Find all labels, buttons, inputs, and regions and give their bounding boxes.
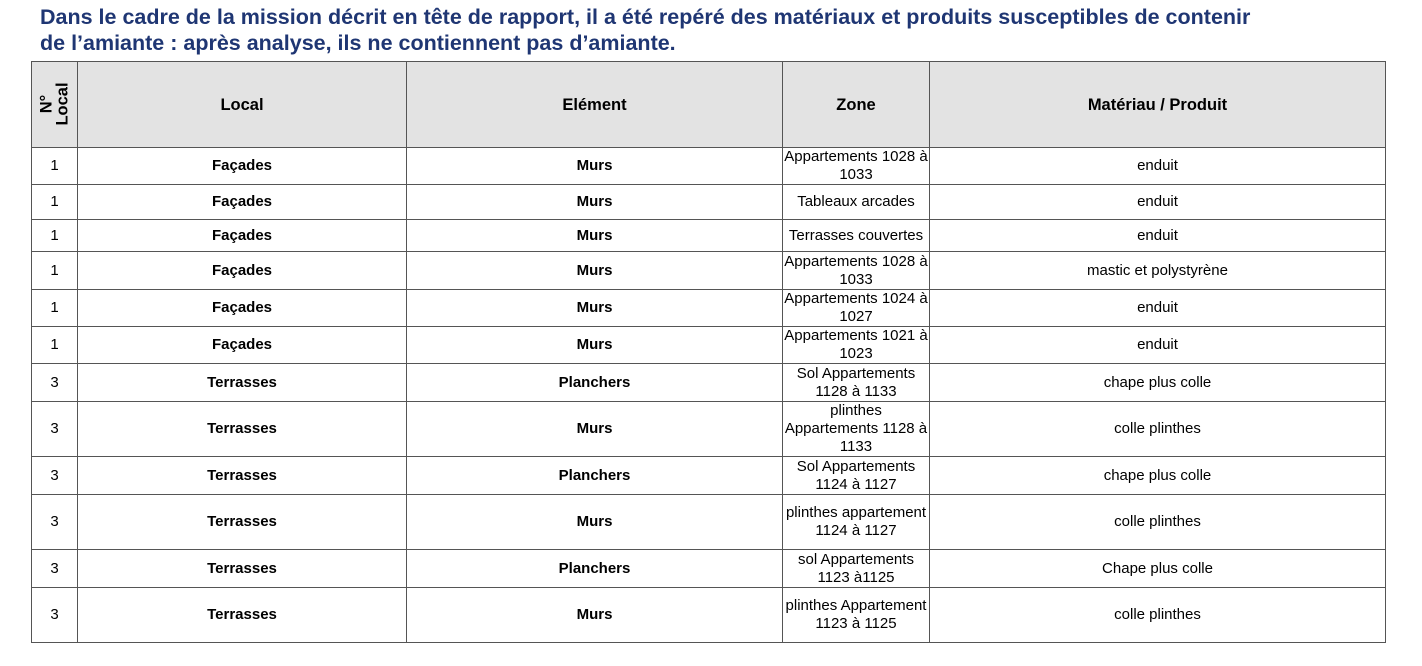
cell-element: Murs [407,148,783,185]
report-heading [40,4,1400,56]
header-num-local [32,62,78,148]
cell-local: Façades [78,185,407,220]
table-row [32,402,1386,457]
cell-local: Façades [78,252,407,290]
cell-element: Planchers [407,364,783,402]
cell-materiau: mastic et polystyrène [930,252,1386,290]
cell-element: Murs [407,290,783,327]
cell-element: Murs [407,252,783,290]
cell-element: Murs [407,220,783,252]
cell-local: Terrasses [78,550,407,588]
cell-local: Façades [78,327,407,364]
cell-element: Planchers [407,457,783,495]
cell-num: 1 [32,185,78,220]
cell-num: 3 [32,402,78,457]
cell-local: Façades [78,148,407,185]
cell-zone: sol Appartements 1123 à1125 [783,550,930,588]
table-row [32,457,1386,495]
cell-materiau: colle plinthes [930,402,1386,457]
cell-element: Planchers [407,550,783,588]
header-num-local-line-2: Local [53,82,72,126]
cell-materiau: enduit [930,185,1386,220]
table-row [32,252,1386,290]
cell-zone: Sol Appartements 1124 à 1127 [783,457,930,495]
cell-element: Murs [407,402,783,457]
cell-zone: Appartements 1028 à 1033 [784,148,928,183]
header-materiau: Matériau / Produit [930,62,1386,148]
cell-local: Terrasses [78,402,407,457]
cell-zone: Tableaux arcades [783,185,930,220]
cell-materiau: enduit [930,290,1386,327]
cell-element: Murs [407,588,783,643]
table-row [32,364,1386,402]
cell-num: 1 [32,252,78,290]
table-header-row [32,62,1386,148]
cell-local: Façades [78,290,407,327]
table-row [32,220,1386,252]
header-num-local-line-1: N° [37,94,56,114]
cell-num: 3 [32,588,78,643]
cell-zone: Appartements 1021 à 1023 [784,327,928,362]
cell-num: 3 [32,495,78,550]
table-row [32,588,1386,643]
cell-zone: Sol Appartements 1128 à 1133 [783,364,930,402]
materials-table [31,61,1386,643]
cell-zone: Terrasses couvertes [783,220,930,252]
header-zone: Zone [783,62,930,148]
cell-num: 3 [32,457,78,495]
table-row [32,550,1386,588]
cell-local: Façades [78,220,407,252]
table-row [32,148,1386,185]
table-row [32,185,1386,220]
cell-materiau: colle plinthes [930,588,1386,643]
cell-materiau: chape plus colle [930,364,1386,402]
cell-materiau: enduit [930,220,1386,252]
cell-materiau: chape plus colle [930,457,1386,495]
cell-num: 1 [32,327,78,364]
cell-materiau: enduit [930,148,1386,185]
cell-zone: plinthes appartement 1124 à 1127 [783,495,930,550]
cell-materiau: colle plinthes [930,495,1386,550]
cell-num: 3 [32,364,78,402]
table-row [32,495,1386,550]
cell-num: 3 [32,550,78,588]
table-row [32,290,1386,327]
table-row [32,327,1386,364]
cell-element: Murs [407,495,783,550]
cell-num: 1 [32,220,78,252]
cell-element: Murs [407,185,783,220]
cell-materiau: Chape plus colle [930,550,1386,588]
report-heading-line-2: de l’amiante : après analyse, ils ne contiennent pas d’amiante. [40,31,676,55]
cell-materiau: enduit [930,327,1386,364]
cell-zone: Appartements 1028 à 1033 [784,252,928,288]
cell-num: 1 [32,148,78,185]
cell-local: Terrasses [78,457,407,495]
report-heading-line-1: Dans le cadre de la mission décrit en tête de rapport, il a été repéré des matériaux et produits susceptibles de contenir [40,5,1251,29]
cell-zone: plinthes Appartement 1123 à 1125 [783,588,930,643]
cell-element: Murs [407,327,783,364]
cell-local: Terrasses [78,588,407,643]
cell-zone: Appartements 1024 à 1027 [784,290,928,325]
cell-zone: plinthes Appartements 1128 à 1133 [783,402,930,457]
cell-local: Terrasses [78,495,407,550]
header-element: Elément [407,62,783,148]
cell-num: 1 [32,290,78,327]
cell-local: Terrasses [78,364,407,402]
header-local: Local [78,62,407,148]
